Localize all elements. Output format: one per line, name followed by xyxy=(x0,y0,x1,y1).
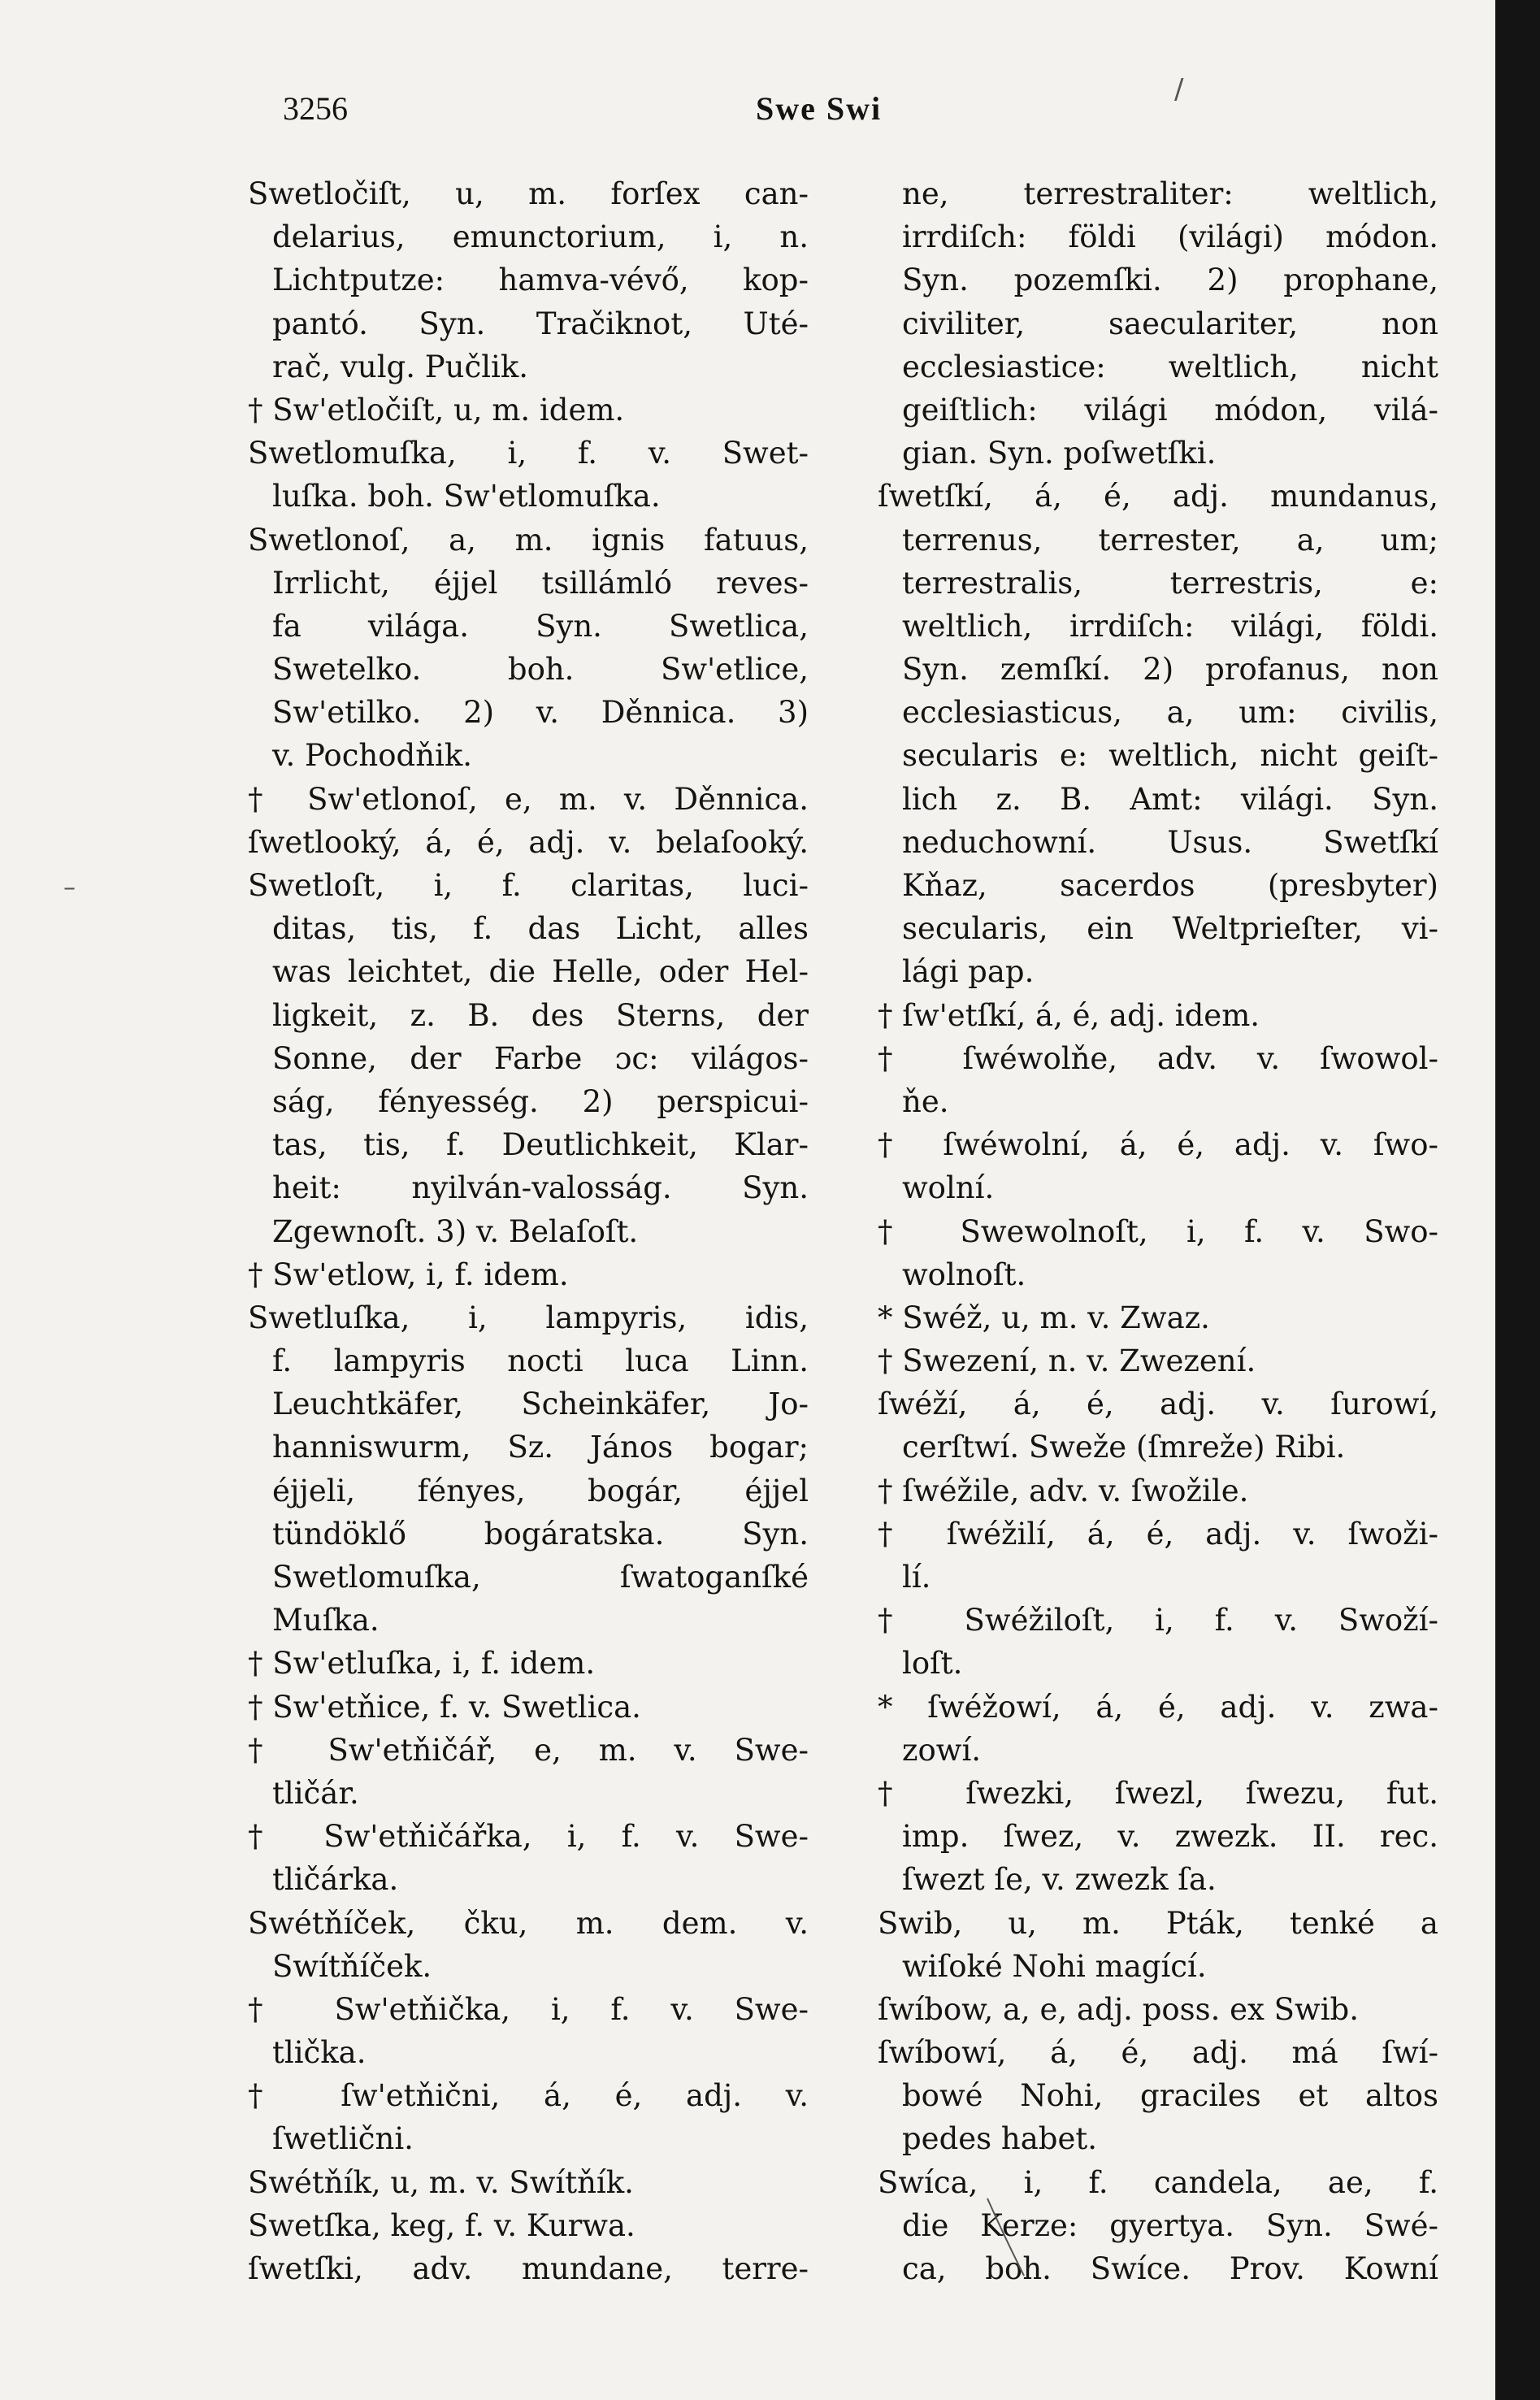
entry-line: civiliter, saeculariter, non xyxy=(902,306,1438,341)
entry-line: † Sw'etňičářka, i, f. v. Swe- xyxy=(248,1819,809,1855)
entry-line: Syn. zemſkí. 2) profanus, non xyxy=(902,652,1438,688)
entry-line: * Swéž, u, m. v. Zwaz. xyxy=(878,1300,1210,1335)
margin-tick: / xyxy=(1174,73,1184,106)
entry-line: ſwetlični. xyxy=(272,2121,414,2157)
entry-line: † Swezení, n. v. Zwezení. xyxy=(878,1343,1256,1379)
entry-line: secularis e: weltlich, nicht geiſt- xyxy=(902,738,1438,774)
entry-line: lí. xyxy=(902,1560,931,1595)
entry-line: delarius, emunctorium, i, n. xyxy=(272,219,809,255)
entry-line: ſwezt ſe, v. zwezk ſa. xyxy=(902,1862,1217,1898)
entry-line: † Sw'etňice, f. v. Swetlica. xyxy=(248,1689,641,1725)
entry-line: tličár. xyxy=(272,1775,359,1811)
entry-line: f. lampyris nocti luca Linn. xyxy=(272,1343,809,1379)
entry-line: † Sw'etňička, i, f. v. Swe- xyxy=(248,1991,809,2027)
entry-line: v. Pochodňik. xyxy=(272,738,473,774)
entry-line: † Swéžiloſt, i, f. v. Swoží- xyxy=(878,1603,1438,1638)
entry-line: lich z. B. Amt: világi. Syn. xyxy=(902,781,1438,817)
right-column xyxy=(878,172,1438,2290)
entry-line: † ſw'etſkí, á, é, adj. idem. xyxy=(878,997,1260,1033)
entry-line: Swetločiſt, u, m. forſex can- xyxy=(248,176,809,211)
entry-line: † Sw'etňičář, e, m. v. Swe- xyxy=(248,1732,809,1768)
entry-line: irrdiſch: földi (világi) módon. xyxy=(902,219,1438,255)
stray-pen-mark xyxy=(983,2194,1032,2284)
entry-line: Swétňík, u, m. v. Swítňík. xyxy=(248,2164,634,2200)
page-running-title: Swe Swi xyxy=(756,90,883,127)
entry-line: ſwéží, á, é, adj. v. ſurowí, xyxy=(878,1387,1438,1422)
entry-line: tlička. xyxy=(272,2035,367,2071)
entry-line: Swetlonoſ, a, m. ignis fatuus, xyxy=(248,522,809,558)
entry-line: † Sw'etluſka, i, f. idem. xyxy=(248,1646,596,1682)
entry-line: ſwíbowí, á, é, adj. má ſwí- xyxy=(878,2035,1438,2071)
entry-line: luſka. boh. Sw'etlomuſka. xyxy=(272,479,661,514)
entry-line: fa világa. Syn. Swetlica, xyxy=(272,608,809,644)
entry-line: † Sw'etlonoſ, e, m. v. Děnnica. xyxy=(248,781,809,817)
entry-line: † ſw'etňični, á, é, adj. v. xyxy=(248,2078,809,2114)
entry-line: Sonne, der Farbe ɔc: világos- xyxy=(272,1040,809,1076)
entry-line: geiſtlich: világi módon, vilá- xyxy=(902,392,1438,427)
entry-line: secularis, ein Weltprieſter, vi- xyxy=(902,911,1438,947)
entry-line: terrestralis, terrestris, e: xyxy=(902,565,1438,601)
entry-line: pedes habet. xyxy=(902,2121,1098,2157)
entry-line: gian. Syn. poſwetſki. xyxy=(902,436,1217,471)
entry-line: ditas, tis, f. das Licht, alles xyxy=(272,911,809,947)
entry-line: ňe. xyxy=(902,1083,949,1119)
entry-line: ſwetſki, adv. mundane, terre- xyxy=(248,2251,809,2286)
entry-line: ſwíbow, a, e, adj. poss. ex Swib. xyxy=(878,1991,1359,2027)
page-header xyxy=(0,89,1495,138)
entry-line: Swetluſka, i, lampyris, idis, xyxy=(248,1300,809,1335)
entry-line: lági pap. xyxy=(902,954,1035,990)
entry-line: † ſwéwolňe, adv. v. ſwowol- xyxy=(878,1040,1438,1076)
entry-line: Swíca, i, f. candela, ae, f. xyxy=(878,2164,1438,2200)
entry-line: † ſwéžile, adv. v. ſwožile. xyxy=(878,1473,1249,1508)
left-column xyxy=(248,172,809,2290)
entry-line: † Sw'etlow, i, f. idem. xyxy=(248,1256,569,1292)
entry-line: Swetelko. boh. Sw'etlice, xyxy=(272,652,809,688)
entry-line: Swetſka, keg, f. v. Kurwa. xyxy=(248,2207,636,2243)
entry-line: Swetlomuſka, ſwatoganſké xyxy=(272,1560,809,1595)
entry-line: rač, vulg. Pučlik. xyxy=(272,349,529,384)
entry-line: tas, tis, f. Deutlichkeit, Klar- xyxy=(272,1127,809,1163)
entry-line: † Swewolnoſt, i, f. v. Swo- xyxy=(878,1213,1438,1249)
entry-line: tündöklő bogáratska. Syn. xyxy=(272,1516,809,1552)
entry-line: wiſoké Nohi magící. xyxy=(902,1948,1207,1984)
entry-line: Zgewnoſt. 3) v. Belaſoſt. xyxy=(272,1213,639,1249)
entry-line: zowí. xyxy=(902,1732,982,1768)
entry-line: Swetloſt, i, f. claritas, luci- xyxy=(248,868,809,903)
entry-line: wolní. xyxy=(902,1170,995,1206)
entry-line: Swib, u, m. Pták, tenké a xyxy=(878,1905,1438,1941)
scan-edge xyxy=(1495,0,1540,2400)
entry-line: éjjeli, fényes, bogár, éjjel xyxy=(272,1473,809,1508)
entry-line: cerſtwí. Sweže (ſmreže) Ribi. xyxy=(902,1430,1346,1465)
margin-dash: – xyxy=(63,874,76,902)
entry-line: loſt. xyxy=(902,1646,963,1682)
entry-line: Syn. pozemſki. 2) prophane, xyxy=(902,263,1438,298)
entry-line: Swítňíček. xyxy=(272,1948,432,1984)
entry-line: ság, fényesség. 2) perspicui- xyxy=(272,1083,809,1119)
entry-line: bowé Nohi, graciles et altos xyxy=(902,2078,1438,2114)
entry-line: ecclesiastice: weltlich, nicht xyxy=(902,349,1438,384)
entry-line: † Sw'etločiſt, u, m. idem. xyxy=(248,392,625,427)
entry-line: die Kerze: gyertya. Syn. Swé- xyxy=(902,2207,1438,2243)
entry-line: ecclesiasticus, a, um: civilis, xyxy=(902,695,1438,731)
entry-line: ne, terrestraliter: weltlich, xyxy=(902,176,1438,211)
entry-line: pantó. Syn. Tračiknot, Uté- xyxy=(272,306,809,341)
entry-line: Lichtputze: hamva-vévő, kop- xyxy=(272,263,809,298)
entry-line: terrenus, terrester, a, um; xyxy=(902,522,1438,558)
entry-line: imp. ſwez, v. zwezk. II. rec. xyxy=(902,1819,1438,1855)
entry-line: ligkeit, z. B. des Sterns, der xyxy=(272,997,809,1033)
entry-line: Leuchtkäfer, Scheinkäfer, Jo- xyxy=(272,1387,809,1422)
entry-line: Muſka. xyxy=(272,1603,380,1638)
entry-line: hanniswurm, Sz. János bogar; xyxy=(272,1430,809,1465)
entry-line: weltlich, irrdiſch: világi, földi. xyxy=(902,608,1438,644)
entry-line: * ſwéžowí, á, é, adj. v. zwa- xyxy=(878,1689,1438,1725)
entry-line: ſwetſkí, á, é, adj. mundanus, xyxy=(878,479,1438,514)
entry-line: ſwetlooký, á, é, adj. v. belaſooký. xyxy=(248,824,809,860)
entry-line: Swetlomuſka, i, f. v. Swet- xyxy=(248,436,809,471)
entry-line: † ſwéwolní, á, é, adj. v. ſwo- xyxy=(878,1127,1438,1163)
entry-line: neduchowní. Usus. Swetſkí xyxy=(902,824,1438,860)
entry-line: ca, boh. Swíce. Prov. Kowní xyxy=(902,2251,1438,2286)
entry-line: heit: nyilván-valosság. Syn. xyxy=(272,1170,809,1206)
entry-line: Irrlicht, éjjel tsillámló reves- xyxy=(272,565,809,601)
entry-line: Kňaz, sacerdos (presbyter) xyxy=(902,868,1438,903)
entry-line: was leichtet, die Helle, oder Hel- xyxy=(272,954,809,990)
entry-line: † ſwezki, ſwezl, ſwezu, fut. xyxy=(878,1775,1438,1811)
entry-line: Swétňíček, čku, m. dem. v. xyxy=(248,1905,809,1941)
entry-line: tličárka. xyxy=(272,1862,399,1898)
page-number: 3256 xyxy=(283,90,348,127)
entry-line: † ſwéžilí, á, é, adj. v. ſwoži- xyxy=(878,1516,1438,1552)
entry-line: Sw'etilko. 2) v. Děnnica. 3) xyxy=(272,695,809,731)
entry-line: wolnoſt. xyxy=(902,1256,1026,1292)
